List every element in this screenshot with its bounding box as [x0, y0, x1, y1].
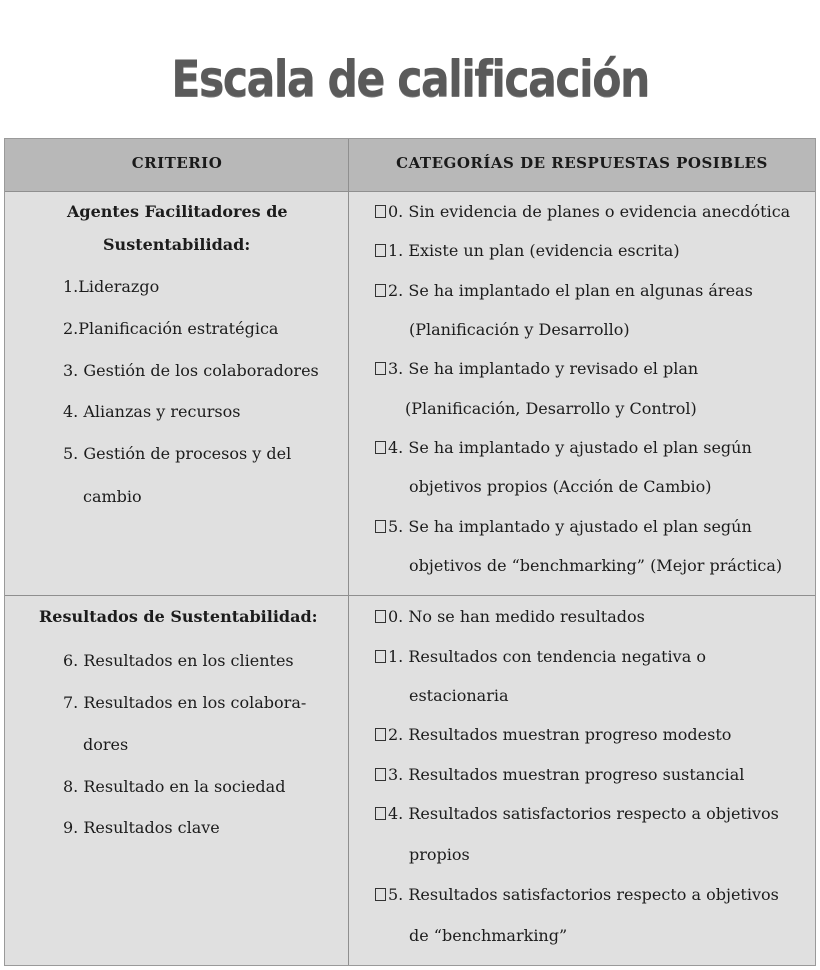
response-item: 3. Se ha implantado y revisado el plan [375, 359, 698, 378]
page-title: Escala de calificación [171, 50, 649, 108]
response-item: 1. Resultados con tendencia negativa o [375, 647, 706, 666]
checkbox-icon [375, 728, 386, 741]
criteria-heading: Sustentabilidad: [103, 235, 251, 254]
checkbox-icon [375, 807, 386, 820]
checkbox-icon [375, 362, 386, 375]
response-item: 5. Resultados satisfactorios respecto a objetivos [375, 885, 779, 904]
checkbox-icon [375, 205, 386, 218]
response-item: 5. Se ha implantado y ajustado el plan según [375, 517, 752, 536]
checkbox-icon [375, 441, 386, 454]
header-categorias: CATEGORÍAS DE RESPUESTAS POSIBLES [396, 154, 768, 172]
response-item: 2. Resultados muestran progreso modesto [375, 725, 731, 744]
criteria-item: 5. Gestión de procesos y del [63, 444, 292, 463]
response-item: 0. No se han medido resultados [375, 607, 645, 626]
response-item: 1. Existe un plan (evidencia escrita) [375, 241, 680, 260]
response-item: 2. Se ha implantado el plan en algunas áreas [375, 281, 753, 300]
criteria-item: 7. Resultados en los colabora- [63, 693, 307, 712]
header-criterio: CRITERIO [131, 154, 223, 172]
checkbox-icon [375, 650, 386, 663]
response-continuation: (Planificación y Desarrollo) [409, 320, 630, 339]
response-continuation: (Planificación, Desarrollo y Control) [405, 399, 697, 418]
criteria-item: 1.Liderazgo [63, 277, 160, 296]
criteria-item: 8. Resultado en la sociedad [63, 777, 286, 796]
criteria-item: dores [83, 735, 129, 754]
criteria-item: 9. Resultados clave [63, 818, 220, 837]
checkbox-icon [375, 284, 386, 297]
checkbox-icon [375, 244, 386, 257]
criteria-item: cambio [83, 487, 142, 506]
response-item: 0. Sin evidencia de planes o evidencia anecdótica [375, 202, 790, 221]
rating-scale-table [4, 138, 816, 966]
response-continuation: estacionaria [409, 686, 509, 705]
criteria-item: 3. Gestión de los colaboradores [63, 361, 319, 380]
table-header [5, 139, 815, 192]
checkbox-icon [375, 520, 386, 533]
criteria-heading: Resultados de Sustentabilidad: [39, 607, 318, 626]
criteria-item: 4. Alianzas y recursos [63, 402, 241, 421]
response-item: 4. Se ha implantado y ajustado el plan según [375, 438, 752, 457]
criteria-item: 2.Planificación estratégica [63, 319, 279, 338]
response-continuation: propios [409, 845, 470, 864]
response-item: 4. Resultados satisfactorios respecto a objetivos [375, 804, 779, 823]
column-divider [348, 139, 349, 965]
response-continuation: objetivos de “benchmarking” (Mejor práctica) [409, 556, 783, 575]
checkbox-icon [375, 768, 386, 781]
criteria-heading: Agentes Facilitadores de [67, 202, 288, 221]
criteria-item: 6. Resultados en los clientes [63, 651, 294, 670]
response-continuation: de “benchmarking” [409, 926, 568, 945]
checkbox-icon [375, 610, 386, 623]
checkbox-icon [375, 888, 386, 901]
row-divider [5, 595, 815, 596]
response-item: 3. Resultados muestran progreso sustancial [375, 765, 744, 784]
response-continuation: objetivos propios (Acción de Cambio) [409, 477, 712, 496]
